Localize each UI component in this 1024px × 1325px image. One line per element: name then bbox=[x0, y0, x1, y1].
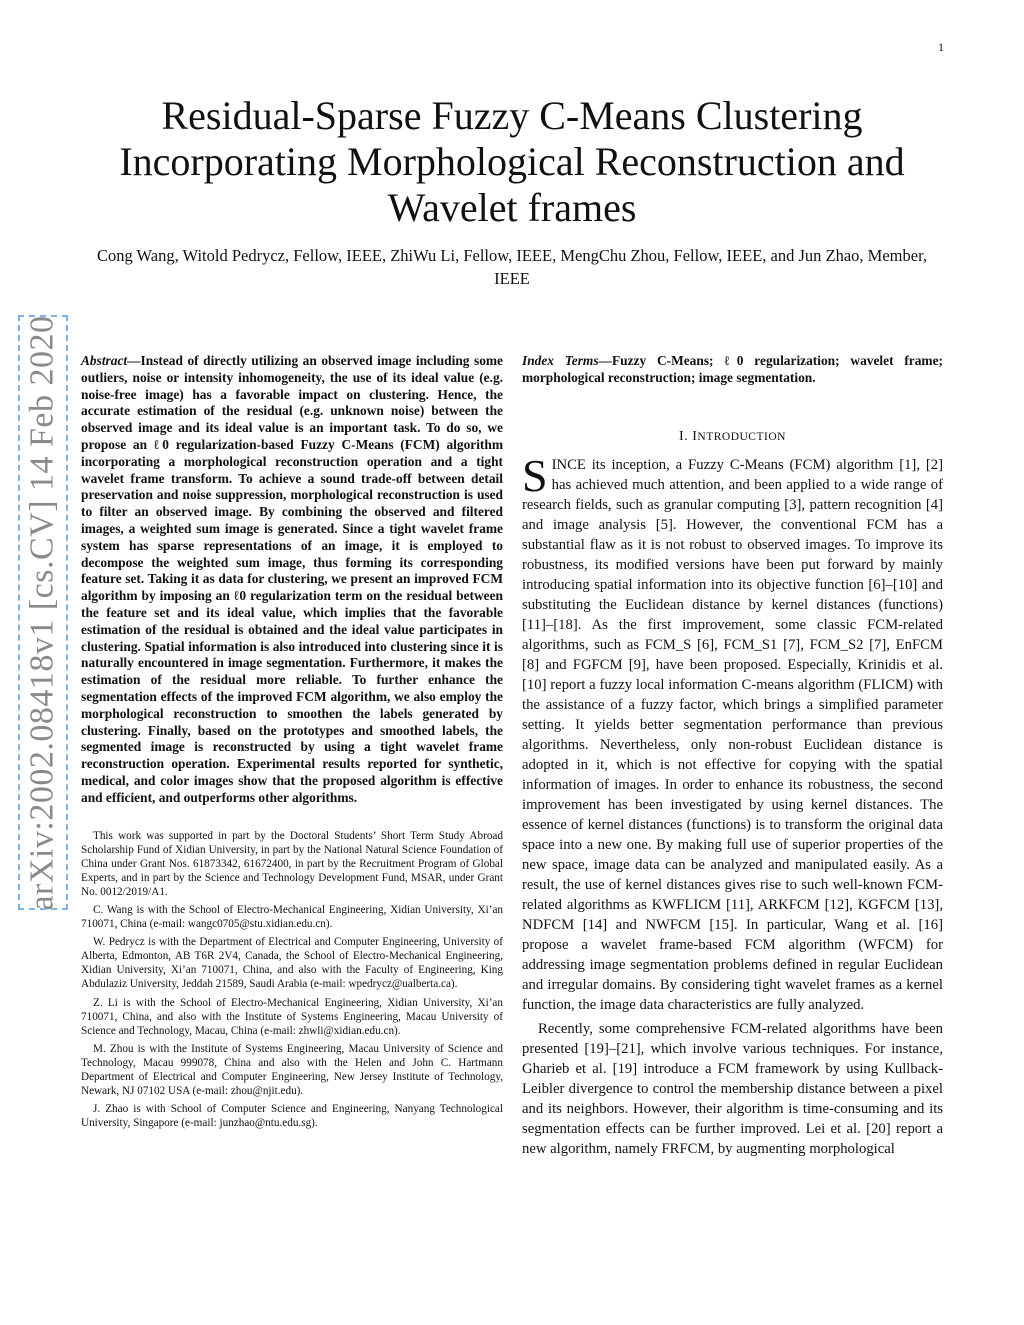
section-heading-introduction bbox=[522, 429, 943, 445]
intro-paragraph bbox=[522, 449, 943, 1015]
drop-cap: S bbox=[522, 449, 548, 501]
section-title-initial: I bbox=[692, 428, 698, 444]
footnote-author: M. Zhou is with the Institute of Systems Engineering, Macau University of Science and Technology, Macau 999078, China and also with the Helen and John C. Hartmann Department of Electrical and Computer Engineering, New Jersey Institute of Technology, Newark, NJ 07102 USA (e-mail: zhou@njit.edu). bbox=[81, 1042, 503, 1098]
index-terms-label: Index Terms bbox=[522, 353, 599, 368]
page-number: 1 bbox=[938, 40, 944, 54]
abstract-label: Abstract bbox=[81, 353, 128, 368]
abstract bbox=[81, 353, 503, 807]
paper-title bbox=[100, 93, 924, 231]
arxiv-id-text: arXiv:2002.08418v1 [cs.CV] 14 Feb 2020 bbox=[24, 314, 61, 911]
footnote-author: W. Pedrycz is with the Department of Electrical and Computer Engineering, University of Alberta, Edmonton, AB T6R 2V4, Canada, the School of Electro-Mechanical Engineering, Xidian University, Xi’an 710071, China, and also with the Faculty of Engineering, King Abdulaziz University, Jeddah 21589, Saudi Arabia (e-mail: wpedrycz@ualberta.ca). bbox=[81, 936, 503, 991]
intro-paragraph-1-text: INCE its inception, a Fuzzy C-Means (FCM) algorithm [1], [2] has achieved much attention, and been applied to a wide range of research fields, such as granular computing [3], pattern recognition [4] and image analysis [5]. However, the conventional FCM has a substantial flaw as it is not robust to observed images. To improve its robustness, its modified versions have been put forward by mainly introducing spatial information into its objective function [6]–[10] and substituting the Euclidean distance by kernel distances (functions) [11]–[18]. As the first improvement, some classic FCM-related algorithms, such as FCM_S [6], FCM_S1 [7], FCM_S2 [7], EnFCM [8] and FGFCM [9], have been proposed. Especially, Krinidis et al. [10] report a fuzzy local information C-means algorithm (FLICM) with the assistance of a fuzzy factor, which brings a simplified parameter setting. It yields better segmentation performance than previous algorithms. Nevertheless, only non-robust Euclidean distance is adopted in it, which is not effective for copying with the spatial information of images. In order to enhance its robustness, the second improvement has been investigated by using kernel distances. The essence of kernel distances (functions) is to transform the original data space into a new one. By making full use of superior properties of the new space, image data can be analyzed and manipulated easily. As a result, the use of kernel distances gives rise to such well-known FCM-related algorithms as KWFLICM [11], ARKFCM [12], KGFCM [13], NDFCM [14] and NWFCM [15]. In particular, Wang et al. [16] propose a wavelet frame-based FCM algorithm (WFCM) for addressing image segmentation problems defined in regular Euclidean and irregular domains. By considering tight wavelet frames as a kernel function, the image data characteristics are fully analyzed. bbox=[522, 456, 943, 1013]
title-line-3: Wavelet frames bbox=[387, 185, 637, 230]
footnote-author: C. Wang is with the School of Electro-Mechanical Engineering, Xidian University, Xi’an 710071, China (e-mail: wangc0705@stu.xidian.edu.cn). bbox=[81, 903, 503, 931]
index-terms bbox=[522, 353, 943, 387]
section-number: I. bbox=[679, 428, 689, 444]
abstract-text: —Instead of directly utilizing an observed image including some outliers, noise or intensity inhomogeneity, the use of its ideal value (e.g. noise-free image) has a favorable impact on clustering. Hence, the accurate estimation of the residual (e.g. unknown noise) between the observed image and its ideal value is an important task. To do so, we propose an ℓ0 regularization-based Fuzzy C-Means (FCM) algorithm incorporating a morphological reconstruction operation and a tight wavelet frame transform. To achieve a sound trade-off between detail preservation and noise suppression, morphological reconstruction is used to filter an observed image. By combining the observed and filtered images, a weighted sum image is generated. Since a tight wavelet frame system has sparse representations of an image, it is employed to decompose the weighted sum image, thus forming its corresponding feature set. Taking it as data for clustering, we present an improved FCM algorithm by imposing an ℓ0 regularization term on the residual between the feature set and its ideal value, which implies that the favorable estimation of the residual is obtained and the ideal value participates in clustering. Spatial information is also introduced into clustering since it is naturally encountered in image segmentation. Furthermore, it makes the estimation of the residual more reliable. To further enhance the segmentation effects of the improved FCM algorithm, we also employ the morphological reconstruction to smoothen the labels generated by clustering. Finally, based on the prototypes and smoothed labels, the segmented image is reconstructed by using a tight wavelet frame reconstruction operation. Experimental results reported for synthetic, medical, and color images show that the proposed algorithm is effective and efficient, and outperforms other algorithms. bbox=[81, 353, 503, 805]
footnote-funding: This work was supported in part by the Doctoral Students’ Short Term Study Abroad Scholarship Fund of Xidian University, in part by the National Natural Science Foundation of China under Grant Nos. 61873342, 61672400, in part by the Recruitment Program of Global Experts, and in part by the Science and Technology Development Fund, MSAR, under Grant No. 0012/2019/A1. bbox=[81, 829, 503, 898]
footnotes bbox=[81, 829, 503, 1131]
author-list: Cong Wang, Witold Pedrycz, Fellow, IEEE, ZhiWu Li, Fellow, IEEE, MengChu Zhou, Fellow, IEEE, and Jun Zhao, Member, IEEE bbox=[96, 246, 928, 288]
right-column bbox=[522, 353, 943, 1159]
section-title-rest: NTRODUCTION bbox=[697, 430, 786, 443]
intro-paragraph-2: Recently, some comprehensive FCM-related algorithms have been presented [19]–[21], which involve various techniques. For instance, Gharieb et al. [19] introduce a FCM framework by using Kullback-Leibler divergence to control the membership distance between a pixel and its neighbors. However, their algorithm is time-consuming and its segmentation effects can be further improved. Lei et al. [20] report a new algorithm, namely FRFCM, by augmenting morphological bbox=[522, 1020, 943, 1157]
title-line-1: Residual-Sparse Fuzzy C-Means Clustering bbox=[161, 93, 863, 138]
arxiv-identifier-stamp[interactable] bbox=[18, 315, 68, 910]
index-terms-text: —Fuzzy C-Means; ℓ0 regularization; wavelet frame; morphological reconstruction; image segmentation. bbox=[522, 353, 943, 385]
left-column bbox=[81, 353, 503, 1134]
footnote-author: Z. Li is with the School of Electro-Mechanical Engineering, Xidian University, Xi’an 710071, China, and also with the Institute of Systems Engineering, Macau University of Science and Technology, Macau, China (e-mail: zhwli@xidian.edu.cn). bbox=[81, 996, 503, 1037]
title-line-2: Incorporating Morphological Reconstruction and bbox=[119, 139, 905, 184]
footnote-author: J. Zhao is with School of Computer Science and Engineering, Nanyang Technological University, Singapore (e-mail: junzhao@ntu.edu.sg). bbox=[81, 1103, 503, 1130]
introduction-body bbox=[522, 449, 943, 1159]
